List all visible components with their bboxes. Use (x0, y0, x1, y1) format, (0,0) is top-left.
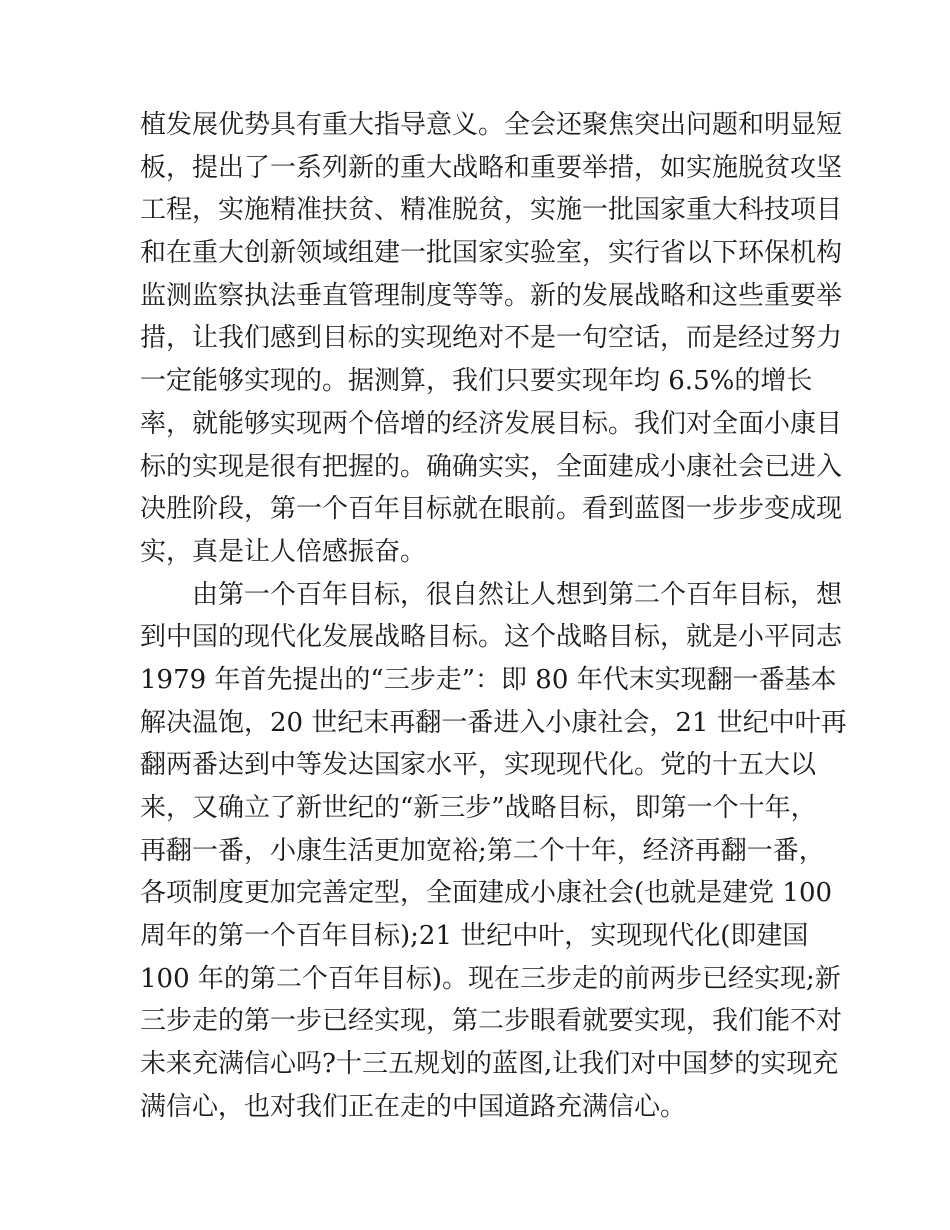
text-line: 满信心，也对我们正在走的中国道路充满信心。 (140, 1091, 687, 1122)
text-line: 三步走的第一步已经实现，第二步眼看就要实现，我们能不对 (140, 1006, 843, 1037)
text-line: 率，就能够实现两个倍增的经济发展目标。我们对全面小康目 (140, 408, 843, 439)
text-line: 100 年的第二个百年目标)。现在三步走的前两步已经实现;新 (140, 963, 841, 994)
text-line: 决胜阶段，第一个百年目标就在眼前。看到蓝图一步步变成现 (140, 494, 843, 525)
body-text (140, 104, 847, 1129)
text-line: 一定能够实现的。据测算，我们只要实现年均 6.5%的增长 (140, 366, 813, 397)
text-line: 工程，实施精准扶贫、精准脱贫，实施一批国家重大科技项目 (140, 195, 843, 226)
text-line: 和在重大创新领域组建一批国家实验室，实行省以下环保机构 (140, 238, 843, 269)
text-line: 监测监察执法垂直管理制度等等。新的发展战略和这些重要举 (140, 280, 843, 311)
text-line: 再翻一番，小康生活更加宽裕;第二个十年，经济再翻一番， (140, 835, 825, 866)
text-line: 到中国的现代化发展战略目标。这个战略目标，就是小平同志 (140, 622, 843, 653)
text-line: 标的实现是很有把握的。确确实实，全面建成小康社会已进入 (140, 451, 843, 482)
text-line: 板，提出了一系列新的重大战略和重要举措，如实施脱贫攻坚 (140, 152, 843, 183)
text-line: 未来充满信心吗?十三五规划的蓝图,让我们对中国梦的实现充 (140, 1049, 839, 1080)
text-line: 翻两番达到中等发达国家水平，实现现代化。党的十五大以 (140, 750, 817, 781)
text-line: 1979 年首先提出的“三步走”：即 80 年代末实现翻一番基本 (140, 664, 837, 695)
paragraph-1 (140, 104, 843, 574)
text-line: 植发展优势具有重大指导意义。全会还聚焦突出问题和明显短 (140, 110, 843, 140)
text-line: 来，又确立了新世纪的“新三步”战略目标，即第一个十年， (140, 793, 817, 823)
text-line: 各项制度更加完善定型，全面建成小康社会(也就是建党 100 (140, 878, 833, 909)
text-line: 由第一个百年目标，很自然让人想到第二个百年目标，想 (140, 579, 843, 610)
paragraph-2 (140, 574, 847, 1129)
text-line: 实，真是让人倍感振奋。 (140, 536, 427, 567)
text-line: 周年的第一个百年目标);21 世纪中叶，实现现代化(即建国 (140, 921, 809, 952)
text-line: 措，让我们感到目标的实现绝对不是一句空话，而是经过努力 (140, 323, 843, 354)
text-line: 解决温饱，20 世纪末再翻一番进入小康社会，21 世纪中叶再 (140, 707, 847, 738)
